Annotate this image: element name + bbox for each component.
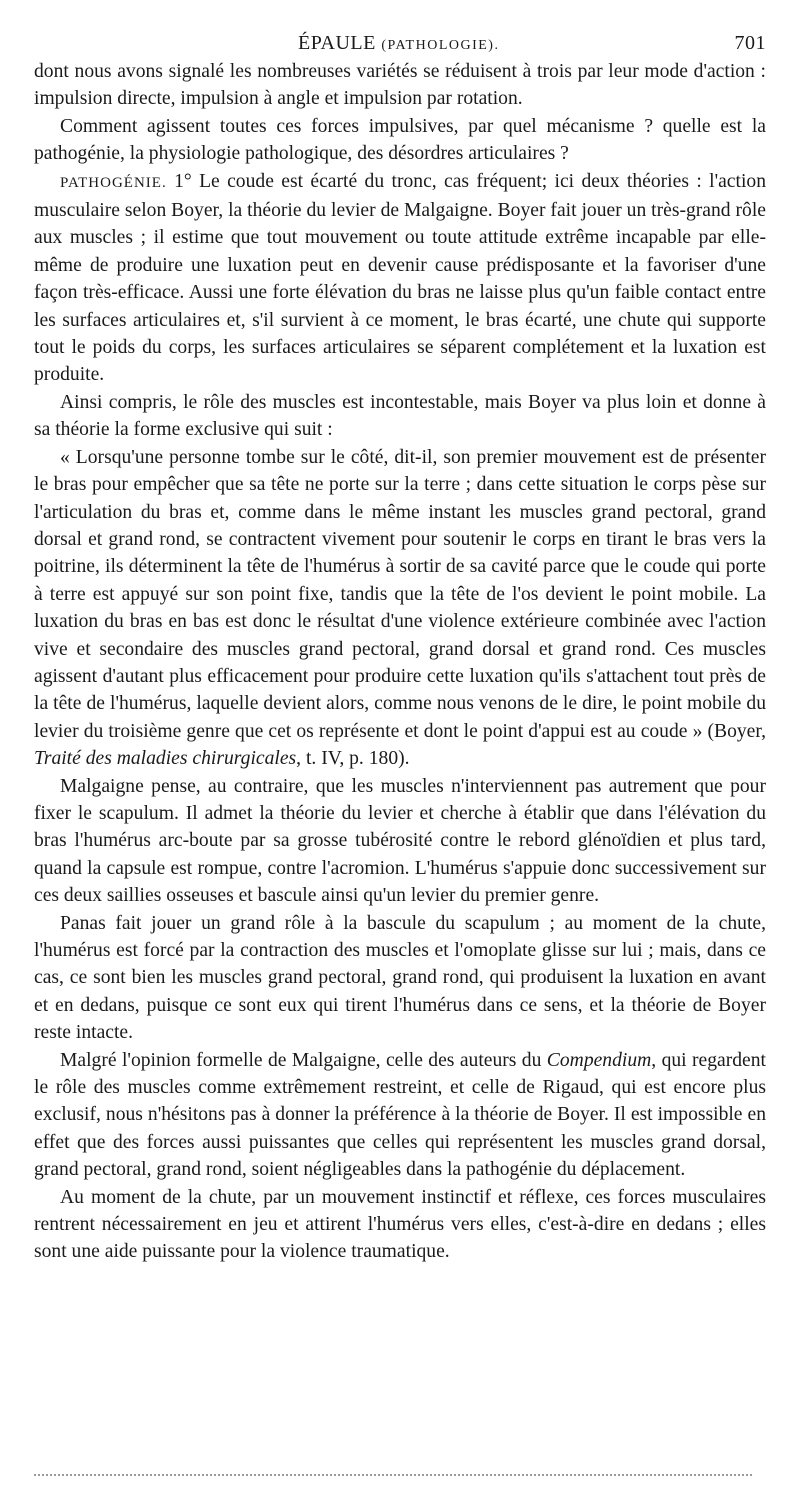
paragraph-5-quotation <box>34 444 766 773</box>
running-title-sub: (PATHOLOGIE). <box>381 38 500 53</box>
paragraph-5-book-title: Traité des maladies chirurgicales <box>34 748 297 770</box>
paragraph-8-compendium: Compendium <box>546 1049 652 1071</box>
paragraph-2-text: Comment agissent toutes ces forces impulsives, par quel mécanisme ? quelle est la pathogénie, la physiologie pathologique, des désordres articulaires ? <box>34 115 766 165</box>
paragraph-8-text: Malgré l'opinion formelle de Malgaigne, celle des auteurs du <box>60 1049 547 1071</box>
paragraph-6-text: Malgaigne pense, au contraire, que les muscles n'interviennent pas autrement que pour fixer le scapulum. Il admet la théorie du levier et cherche à établir que dans l'élévation du bras l'humérus arc-boute par sa grosse tubérosité contre le rebord glénoïdien et plus tard, quand la capsule est rompue, contre l'acromion. L'humérus s'appuie donc successivement sur ces deux saillies osseuses et bascule ainsi qu'un levier du premier genre. <box>34 775 766 907</box>
running-title-main: ÉPAULE <box>298 32 376 54</box>
paragraph-3-text: 1° Le coude est écarté du tronc, cas fréquent; ici deux théories : l'action musculaire selon Boyer, la théorie du levier de Malgaigne. Boyer fait jouer un très-grand rôle aux muscles ; il estime que tout mouvement ou toute attitude extrême incapable par elle-même de produire une luxation peut en devenir cause prédisposante et la favoriser d'une façon très-efficace. Aussi une forte élévation du bras ne laisse plus qu'un faible contact entre les surfaces articulaires et, s'il survient à ce moment, le bras écarté, une chute qui supporte tout le poids du corps, les surfaces articulaires se séparent complétement et la luxation est produite. <box>34 170 766 386</box>
running-head <box>34 24 766 58</box>
paragraph-9-text: Au moment de la chute, par un mouvement instinctif et réflexe, ces forces musculaires rentrent nécessairement en jeu et attirent l'humérus vers elles, c'est-à-dire en dedans ; elles sont une aide puissante pour la violence traumatique. <box>34 1186 766 1263</box>
body-text <box>34 58 766 1266</box>
paragraph-2 <box>34 113 766 168</box>
paragraph-4 <box>34 389 766 444</box>
paragraph-9 <box>34 1184 766 1266</box>
paragraph-8 <box>34 1047 766 1184</box>
section-label: PATHOGÉNIE. <box>60 174 167 191</box>
paragraph-7-text: Panas fait jouer un grand rôle à la bascule du scapulum ; au moment de la chute, l'humérus est forcé par la contraction des muscles et l'omoplate glisse sur lui ; mais, dans ce cas, ce sont bien les muscles grand pectoral, grand rond, qui produisent la luxation en avant et en dedans, puisque ce sont eux qui tirent l'humérus dans ce sens, et la théorie de Boyer reste intacte. <box>34 912 766 1044</box>
footer-dotted-rule <box>34 1474 752 1476</box>
paragraph-7 <box>34 910 766 1047</box>
paragraph-1 <box>34 58 766 113</box>
page-number: 701 <box>734 32 766 54</box>
paragraph-3 <box>34 168 766 389</box>
paragraph-6 <box>34 773 766 910</box>
paragraph-5-citation: , t. IV, p. 180). <box>296 748 410 770</box>
paragraph-5-text: « Lorsqu'une personne tombe sur le côté, dit-il, son premier mouvement est de présenter le bras pour empêcher que sa tête ne porte sur la terre ; dans cette situation le corps pèse sur l'articulation du bras et, comme dans le même instant les muscles grand pectoral, grand dorsal et grand rond, se contractent vivement pour soutenir le corps en tirant le bras vers la poitrine, ils déterminent la tête de l'humérus à sortir de sa cavité parce que le coude qui porte à terre est appuyé sur son point fixe, tandis que la tête de l'os devient le point mobile. La luxation du bras en bas est donc le résultat d'une violence extérieure combinée avec l'action vive et secondaire des muscles grand pectoral, grand dorsal et grand rond. Ces muscles agissent d'autant plus efficacement pour produire cette luxation qu'ils s'attachent tout près de la tête de l'humérus, laquelle devient alors, comme nous venons de le dire, le point mobile du levier du troisième genre que cet os représente et dont le point d'appui est au coude » (Boyer, <box>34 446 766 742</box>
paragraph-4-text: Ainsi compris, le rôle des muscles est incontestable, mais Boyer va plus loin et donne à sa théorie la forme exclusive qui suit : <box>34 391 766 441</box>
paragraph-1-text: dont nous avons signalé les nombreuses variétés se réduisent à trois par leur mode d'action : impulsion directe, impulsion à angle et impulsion par rotation. <box>34 61 766 110</box>
paragraph-8-text-after: , qui regardent le rôle des muscles comme extrêmement restreint, et celle de Rigaud, qui est encore plus exclusif, nous n'hésitons pas à donner la préférence à la théorie de Boyer. Il est impossible en effet que des forces aussi puissantes que celles qui représentent les muscles grand dorsal, grand pectoral, grand rond, soient négligeables dans la pathogénie du déplacement. <box>34 1049 766 1181</box>
book-page <box>34 24 766 1266</box>
running-title <box>298 32 499 55</box>
